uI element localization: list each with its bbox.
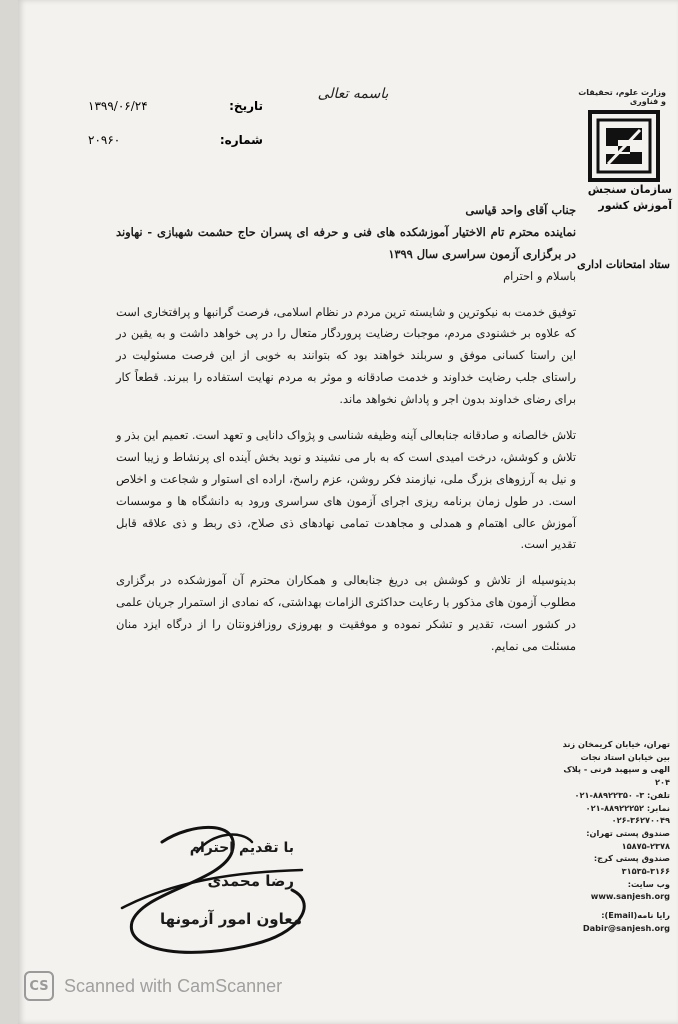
letter-body <box>116 200 576 658</box>
recipient: جناب آقای واحد قیاسی <box>465 203 576 217</box>
number-label: شماره: <box>219 133 263 147</box>
pobox-tehran: ۱۵۸۷۵-۲۳۷۸ <box>621 840 670 851</box>
greeting: باسلام و احترام <box>503 268 576 283</box>
number-value: ۲۰۹۶۰ <box>88 133 121 147</box>
camscanner-logo-icon: CS <box>24 971 54 1001</box>
website: www.sanjesh.org <box>590 891 670 902</box>
signature-name: رضا محمدی <box>207 872 294 890</box>
fax: نمابر: ۸۸۹۲۲۲۵۲-۰۲۱ <box>585 802 670 813</box>
number-row <box>88 133 263 153</box>
pobox-karaj: ۳۱۵۳۵-۳۱۶۶ <box>621 866 670 877</box>
date-value: ۱۳۹۹/۰۶/۲۴ <box>88 99 148 113</box>
website-label: وب سایت: <box>627 878 670 889</box>
phone-2: ۰۲۶-۳۶۲۷۰۰۴۹ <box>611 815 670 826</box>
camscanner-text: Scanned with CamScanner <box>64 975 283 996</box>
contact-block <box>560 738 670 935</box>
basmala: باسمه تعالی <box>317 86 389 102</box>
letter-page <box>18 0 678 1024</box>
phone: تلفن: ۳- ۸۸۹۲۲۳۵۰-۰۲۱ <box>574 789 670 800</box>
date-label: تاریخ: <box>229 99 263 113</box>
subject: نماینده محترم تام الاختیار آموزشکده های فنی و حرفه ای پسران حاج حشمت شهبازی - نهاوند در برگزاری آزمون سراسری سال ۱۳۹۹ <box>116 224 576 261</box>
paragraph-1: توفیق خدمت به نیکوترین و شایسته ترین مردم در نظام اسلامی، فرصت گرانبها و پرافتخاری است که علاوه بر خشنودی مردم، موجبات رضایت پروردگار متعال را در پی خواهد داشت و به یقین در این راستا کسانی موفق و سربلند خواهند بود که بتوانند به خوبی از این فرصت مسئولیت در راستای جلب رضایت خداوند و خدمت صادقانه و موثر به مردم نهایت استفاده را ببرند. قطعاً کار برای رضای خداوند بدون اجر و پاداش نخواهد ماند. <box>116 304 576 407</box>
pobox-karaj-label: صندوق پستی کرج: <box>593 853 670 864</box>
ministry-name: وزارت علوم، تحقیقات و فناوری <box>578 88 666 106</box>
date-row <box>88 99 263 119</box>
signature-title: معاون امور آزمونها <box>159 910 302 928</box>
signature-closing: با تقدیم احترام <box>189 840 294 856</box>
pobox-tehran-label: صندوق پستی تهران: <box>586 827 670 838</box>
organization-name: سازمان سنجش آموزش کشور <box>587 183 672 212</box>
signature-block <box>102 812 332 972</box>
paragraph-2: تلاش خالصانه و صادقانه جنابعالی آینه وظیفه شناسی و پژواک دانایی و تعهد است. تعمیم این بذر و تلاش و کوشش، درخت امیدی است که به بار می نشیند و نوید بخش آینده ای پرنشاط و زیبا است و نیل به آرزوهای بزرگ ملی، نیازمند فکر روشن، عزم راسخ، اراده ای استوار و شجاعت و اخلاص است. در طول زمان برنامه ریزی اجرای آزمون های سراسری ورود به دانشگاه ها و موسسات آموزش عالی اهتمام و همدلی و مجاهدت تمامی نهادهای ذی صلاح، ذی ربط و ذی علاقه قابل تقدیر است. <box>116 428 577 552</box>
sanjesh-logo-icon <box>588 110 660 182</box>
department-label: ستاد امتحانات اداری <box>577 258 670 271</box>
camscanner-watermark <box>24 970 282 1002</box>
handwritten-signature-icon <box>102 812 332 972</box>
email: Dabir@sanjesh.org <box>582 922 670 933</box>
paragraph-3: بدینوسیله از تلاش و کوشش بی دریغ جنابعالی و همکاران محترم آن آموزشکده در برگزاری مطلوب آزمون های مذکور با رعایت حداکثری الزامات بهداشتی، که نمادی از استمرار جریان علمی در کشور است، تقدیر و تشکر نموده و موفقیت و بهروزی روزافزونتان را از درگاه ایزد منان مسئلت می نمایم. <box>116 573 576 654</box>
email-label: رایا نامه(Email): <box>601 910 670 921</box>
address: تهران، خیابان کریمخان زند بین خیابان استاد نجات الهی و سپهبد قرنی - پلاک ۲۰۴ <box>562 739 670 788</box>
